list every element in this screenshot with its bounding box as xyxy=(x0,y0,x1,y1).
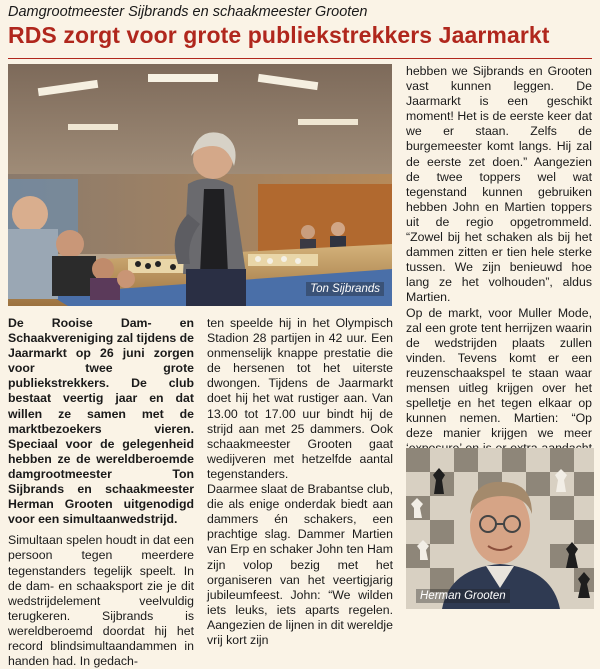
article-lead: De Rooise Dam- en Schaakvereniging zal tijdens de Jaarmarkt op 26 juni zorgen voor twee grote publiekstrekkers. De club bestaat veertig jaar en dat willen ze samen met de marktbezoekers vieren. Speciaal voor de gelegenheid hebben ze de wereldberoemde damgrootmeester Ton Sijbrands en schaakmeester Herman Grooten uitgenodigd voor een simultaanwedstrijd. xyxy=(8,316,194,527)
article-column-1 xyxy=(8,316,194,669)
column-1-body: Simultaan spelen houdt in dat een persoon tegen meerdere tegenstanders tegelijk speelt. In de dam- en schaaksport zie je dit wedstrijdelement veelvuldig terugkeren. Sijbrands is wereldberoemd doordat hij het record blindsimultaandammen in handen had. In gedach- xyxy=(8,533,194,669)
photo-ton-sijbrands-image xyxy=(8,64,392,306)
column-3-paragraph-2: Op de markt, voor Muller Mode, zal een grote tent herrijzen waarin de wedstrijden plaats zullen vinden. Tevens komt er een reuzenschaakspel te staan waar mensen uitleg krijgen over het spelletje en het tegen elkaar op kunnen nemen. Martien: “Op deze manier krijgen we meer xyxy=(406,305,592,441)
photo-herman-grooten xyxy=(406,448,594,609)
column-2-paragraph-1: ten speelde hij in het Olympisch Stadion 28 partijen in 42 uur. Een onmenselijk knappe prestatie die de hersenen tot het uiterste dwongen. Tijdens de Jaarmarkt doet hij het wat rustiger aan. Van 13.00 tot 17.00 uur bindt hij de strijd aan met 25 dammers. Ook schaakmeester Grooten gaat wedijveren met hetzelfde aantal tegenstanders. xyxy=(207,316,393,481)
headline-rule xyxy=(8,58,592,59)
photo-main-caption: Ton Sijbrands xyxy=(306,282,384,296)
article-column-2 xyxy=(207,316,393,648)
article-column-3 xyxy=(406,64,592,502)
article-kicker: Damgrootmeester Sijbrands en schaakmeester Grooten xyxy=(8,4,368,20)
column-3-paragraph-1: hebben we Sijbrands en Grooten vast kunnen leggen. De Jaarmarkt is een geschikt moment! Het is de eerste keer dat we er staan. Zelfs de burgemeester komt langs. Hij zal de eerste zet doen.” Aangezien de twee toppers wel wat tegenstand kunnen gebruiken hebben John en Martien toppers uit de regio opgetrommeld. “Zowel bij het schaken als bij het dammen zitten er tien hele sterke tussen. We zijn benieuwd hoe lang ze het volhouden”, aldus Martien. xyxy=(406,64,592,305)
photo-ton-sijbrands xyxy=(8,64,392,306)
column-2-paragraph-2: Daarmee slaat de Brabantse club, die als enige onderdak biedt aan dammers én schakers, een prachtige slag. Dammer Martien van Erp en schaker John ten Ham zijn volop bezig met het organiseren van het veertigjarig jubileumfeest. John: “We wilden iets leuks, iets aparts regelen. Aangezien de lijnen in dit wereldje vrij kort zijn xyxy=(207,482,393,647)
article-headline: RDS zorgt voor grote publiekstrekkers Jaarmarkt xyxy=(8,22,550,48)
photo-herman-grooten-image xyxy=(406,448,594,609)
photo-small-caption: Herman Grooten xyxy=(416,589,510,603)
